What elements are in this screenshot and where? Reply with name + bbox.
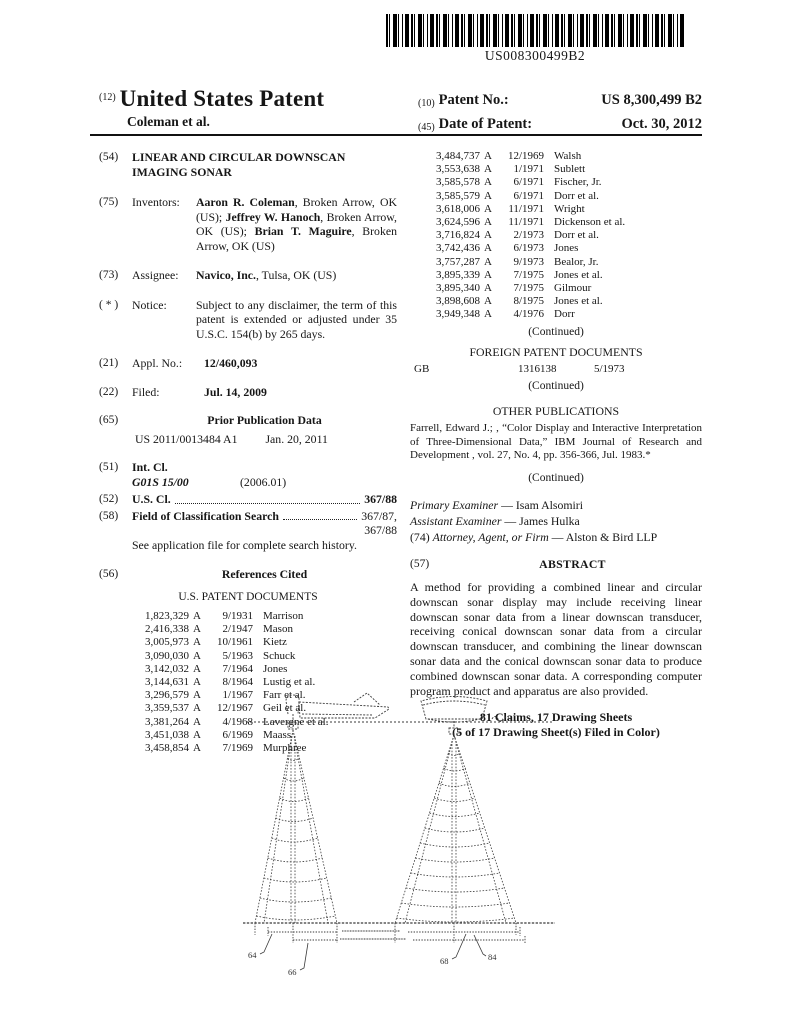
field-22-number: (22) <box>99 385 119 398</box>
sonar-beam-drawing <box>238 688 560 994</box>
inventor-location: , Broken Arrow, OK (US); <box>196 195 397 224</box>
patent-date: 4/1968 <box>222 715 253 728</box>
patent-number: 3,624,596 <box>436 216 480 229</box>
patent-authors: Coleman et al. <box>127 114 210 129</box>
table-row <box>125 663 397 676</box>
field-of-search-value2: 367/88 <box>364 523 397 537</box>
patent-date: 6/1971 <box>513 176 544 189</box>
kind-code: A <box>193 702 201 715</box>
patentee-name: Geil et al. <box>263 702 307 715</box>
kind-code: A <box>484 242 492 255</box>
kind-code: A <box>193 623 201 636</box>
patentee-name: Dorr et al. <box>554 189 599 202</box>
continued-note: (Continued) <box>528 471 584 484</box>
field-57-number: (57) <box>410 558 430 571</box>
notice-text: Subject to any disclaimer, the term of this patent is extended or adjusted under 35 U.S.C. 154(b) by 265 days. <box>196 297 397 341</box>
inventors-label: Inventors: <box>132 195 180 209</box>
boat-front-view-icon <box>421 697 510 735</box>
table-row <box>125 650 397 663</box>
table-row <box>416 216 702 229</box>
filed-value: Jul. 14, 2009 <box>204 384 267 399</box>
kind-code: A <box>484 163 492 176</box>
patent-date: 4/1976 <box>513 308 544 321</box>
kind-code: A <box>193 689 201 702</box>
primary-examiner-line <box>410 497 702 513</box>
appl-no-label: Appl. No.: <box>132 356 183 370</box>
patent-number: 3,895,340 <box>436 282 480 295</box>
patent-number: 3,716,824 <box>436 229 480 242</box>
assignee-name: Navico, Inc. <box>196 268 256 282</box>
assistant-examiner-name: — James Hulka <box>501 514 580 529</box>
patentee-name: Lavergne et al. <box>263 715 329 728</box>
table-row <box>416 163 702 176</box>
kind-code: A <box>193 662 201 675</box>
foreign-patent-documents-heading: FOREIGN PATENT DOCUMENTS <box>469 345 643 360</box>
patent-date: 12/1969 <box>507 150 544 162</box>
foreign-number: 1316138 <box>518 362 557 375</box>
field-21-number: (21) <box>99 357 119 369</box>
abstract-heading-row <box>410 557 702 572</box>
patentee-name: Jones <box>263 662 288 675</box>
sonar-beam-figure <box>238 688 560 994</box>
notice-label: Notice: <box>132 297 167 312</box>
table-row <box>125 610 397 623</box>
patent-date: 2/1973 <box>513 229 544 242</box>
table-row <box>416 176 702 189</box>
patent-number-value: US 8,300,499 B2 <box>601 92 702 108</box>
kind-code: A <box>193 728 201 741</box>
patentee-name: Gilmour <box>554 282 592 295</box>
inventors-value <box>196 195 397 253</box>
patentee-name: Dickenson et al. <box>554 216 626 229</box>
patent-date: 11/1971 <box>508 202 544 215</box>
us-patent-table-continued <box>410 150 702 322</box>
inventor-name: Aaron R. Coleman <box>196 195 295 209</box>
field-56-number: (56) <box>99 568 119 580</box>
date-label: Date of Patent: <box>438 116 533 132</box>
foreign-country: GB <box>414 362 430 375</box>
kind-code: A <box>193 676 201 689</box>
attorney-label: Attorney, Agent, or Firm <box>432 530 549 545</box>
search-history-note: See application file for complete search history. <box>132 537 357 552</box>
field-65-number: (65) <box>99 414 119 426</box>
int-cl-year: (2006.01) <box>240 474 287 489</box>
field-58-number: (58) <box>99 509 119 522</box>
patent-number: 3,144,631 <box>145 676 189 689</box>
kind-code: A <box>193 636 201 649</box>
patentee-name: Kietz <box>263 636 287 649</box>
patent-date: 9/1973 <box>513 255 544 268</box>
patentee-name: Jones et al. <box>554 268 603 281</box>
figure-label-66: 66 <box>288 967 297 977</box>
patent-number: 3,949,348 <box>436 308 480 321</box>
patent-date: 7/1975 <box>513 268 544 281</box>
patentee-name: Mason <box>263 623 293 636</box>
dot-leader <box>283 509 357 521</box>
us-cl-label: U.S. Cl. <box>132 492 171 506</box>
kind-code: A <box>484 282 492 295</box>
bottom-return-bands <box>255 923 525 943</box>
patent-date: 6/1971 <box>513 189 544 202</box>
conical-downscan-beam <box>395 735 516 923</box>
inventor-location: , Broken Arrow, OK (US) <box>196 224 397 253</box>
other-publication-citation: Farrell, Edward J.; , “Color Display and Interactive Interpretation of Three-Dimensional Data,” IBM Journal of Research and Development , vol. 27, No. 4, pp. 356-366, Jul. 1983.* <box>410 422 702 462</box>
table-row <box>416 256 702 269</box>
patent-date: 1/1971 <box>513 163 544 176</box>
figure-label-84: 84 <box>488 952 497 962</box>
patent-number: 3,757,287 <box>436 255 480 268</box>
us-cl-value: 367/88 <box>364 492 397 506</box>
patent-date: 8/1975 <box>513 295 544 308</box>
patentee-name: Dorr <box>554 308 575 321</box>
patent-number: 3,090,030 <box>145 649 189 662</box>
patent-number: 3,005,973 <box>145 636 189 649</box>
patent-date: 7/1975 <box>513 282 544 295</box>
field-52-number: (52) <box>99 493 119 505</box>
kind-code-number: (12) <box>99 92 116 103</box>
attorney-name: — Alston & Bird LLP <box>548 530 658 545</box>
patentee-name: Fischer, Jr. <box>554 176 602 189</box>
left-column <box>99 150 397 755</box>
patent-date: 8/1964 <box>222 676 253 689</box>
patent-number: 3,895,339 <box>436 268 480 281</box>
patent-number: 3,898,608 <box>436 295 480 308</box>
us-patent-documents-heading: U.S. PATENT DOCUMENTS <box>178 590 318 603</box>
prior-publication-number: US 2011/0013484 A1 <box>135 431 238 446</box>
kind-code: A <box>484 176 492 189</box>
claims-line2: (5 of 17 Drawing Sheet(s) Filed in Color) <box>452 725 660 740</box>
patent-date: 9/1931 <box>222 610 253 622</box>
field-74-number: (74) <box>410 530 430 545</box>
micro-text-strip <box>340 931 406 939</box>
table-row <box>416 190 702 203</box>
patent-number: 3,484,737 <box>436 150 480 162</box>
kind-code: A <box>484 150 492 162</box>
claims-line1: 81 Claims, 17 Drawing Sheets <box>479 710 633 725</box>
boat-side-view-icon <box>286 693 389 729</box>
table-row <box>416 229 702 242</box>
field-54-number: (54) <box>99 151 119 163</box>
filed-label: Filed: <box>132 384 160 399</box>
kind-code: A <box>484 216 492 229</box>
table-row <box>416 242 702 255</box>
foreign-patent-row <box>410 362 702 377</box>
kind-code: A <box>484 295 492 308</box>
table-row <box>416 150 702 163</box>
prior-publication-date: Jan. 20, 2011 <box>265 431 328 446</box>
inventor-name: Jeffrey W. Hanoch <box>225 209 321 224</box>
patentee-name: Wright <box>554 202 585 215</box>
table-row <box>125 636 397 649</box>
field-of-search-value1: 367/87, <box>361 508 397 523</box>
kind-code: A <box>484 255 492 268</box>
inventor-name: Brian T. Maguire <box>254 224 352 238</box>
patent-date: 11/1971 <box>508 216 544 229</box>
foreign-date: 5/1973 <box>594 362 625 375</box>
patent-number: 1,823,329 <box>145 610 189 622</box>
patent-number: 3,451,038 <box>145 728 189 741</box>
patentee-name: Bealor, Jr. <box>554 255 599 268</box>
patent-number: 3,585,578 <box>436 176 480 189</box>
patent-number: 3,742,436 <box>436 242 480 255</box>
kind-code: A <box>484 202 492 215</box>
references-cited-heading: References Cited <box>221 567 308 581</box>
field-of-search-label: Field of Classification Search <box>132 508 279 523</box>
kind-code: A <box>484 189 492 202</box>
table-row <box>416 282 702 295</box>
patent-number: 3,142,032 <box>145 662 189 675</box>
patentee-name: Dorr et al. <box>554 229 599 242</box>
patent-date: 1/1967 <box>222 689 253 702</box>
assistant-examiner-line <box>410 513 702 529</box>
kind-code: A <box>193 715 201 728</box>
table-row <box>416 203 702 216</box>
header-divider <box>90 134 702 136</box>
examiner-block <box>410 497 702 545</box>
patentee-name: Farr et al. <box>263 689 306 702</box>
patent-number: 3,553,638 <box>436 163 480 176</box>
kind-code: A <box>193 610 201 622</box>
header-right <box>418 90 702 138</box>
invention-title: LINEAR AND CIRCULAR DOWNSCAN IMAGING SONAR <box>132 150 346 179</box>
field-75-number: (75) <box>99 196 119 208</box>
continued-note: (Continued) <box>528 380 584 393</box>
barcode-text: US008300499B2 <box>484 48 586 63</box>
dot-leader <box>175 492 361 504</box>
primary-examiner-label: Primary Examiner <box>410 498 499 513</box>
patent-date: 7/1969 <box>222 742 253 755</box>
patent-no-field-number: (10) <box>418 98 435 109</box>
right-column <box>410 150 702 740</box>
kind-code: A <box>193 742 201 755</box>
patent-number: 3,458,854 <box>145 742 189 755</box>
patentee-name: Schuck <box>263 649 296 662</box>
figure-label-64: 64 <box>248 950 257 960</box>
patent-date: 7/1964 <box>222 662 253 675</box>
reference-leader-lines <box>260 934 486 970</box>
table-row <box>416 308 702 321</box>
patent-number: 3,359,537 <box>145 702 189 715</box>
patent-date: 10/1961 <box>216 636 253 649</box>
table-row <box>416 269 702 282</box>
patent-number: 3,618,006 <box>436 202 480 215</box>
patentee-name: Walsh <box>554 150 582 162</box>
patentee-name: Lustig et al. <box>263 676 316 689</box>
continued-note: (Continued) <box>528 325 584 338</box>
patentee-name: Sublett <box>554 163 586 176</box>
patent-date: 12/1967 <box>216 702 253 715</box>
patentee-name: Jones <box>554 242 579 255</box>
patent-date: 5/1963 <box>222 649 253 662</box>
patent-date: 6/1969 <box>222 728 253 741</box>
other-publications-heading: OTHER PUBLICATIONS <box>492 403 620 418</box>
patent-number: 3,585,579 <box>436 189 480 202</box>
figure-label-68: 68 <box>440 956 449 966</box>
kind-code: A <box>484 229 492 242</box>
patent-number: 3,381,264 <box>145 715 189 728</box>
patent-number: 3,296,579 <box>145 689 189 702</box>
int-cl-label: Int. Cl. <box>132 460 168 474</box>
header-left <box>99 86 399 130</box>
kind-code: A <box>484 308 492 321</box>
assignee-label: Assignee: <box>132 268 179 282</box>
patentee-name: Marrison <box>263 610 304 622</box>
attorney-line <box>410 529 702 545</box>
patent-no-label: Patent No.: <box>438 92 509 108</box>
notice-asterisk: ( * ) <box>99 298 119 311</box>
primary-examiner-name: — Isam Alsomiri <box>498 498 584 513</box>
table-row <box>416 295 702 308</box>
assignee-location: , Tulsa, OK (US) <box>255 268 337 282</box>
inventor-location: , Broken Arrow, OK (US); <box>196 209 398 238</box>
prior-publication-heading: Prior Publication Data <box>207 413 322 427</box>
patentee-name: Maass <box>263 728 292 741</box>
patent-number: 2,416,338 <box>145 623 189 636</box>
patent-date: 2/1947 <box>222 623 253 636</box>
linear-downscan-beam <box>255 730 337 923</box>
assistant-examiner-label: Assistant Examiner <box>410 514 502 529</box>
abstract-heading: ABSTRACT <box>539 557 606 572</box>
barcode <box>386 14 684 47</box>
page-title: United States Patent <box>119 86 325 111</box>
abstract-text: A method for providing a combined linear and circular downscan sonar display may include receiving linear downscan sonar data from a linear downscan transducer, receiving conical downscan sonar data from a circular downscan transducer, and combining the linear downscan sonar data and the conical downscan sonar data to produce combined downscan sonar data. A corresponding computer program product and apparatus are also provided. <box>410 579 702 698</box>
kind-code: A <box>193 649 201 662</box>
appl-no-value: 12/460,093 <box>204 356 258 370</box>
assignee-value <box>196 268 397 283</box>
kind-code: A <box>484 268 492 281</box>
patent-date-value: Oct. 30, 2012 <box>621 116 702 132</box>
patent-date: 6/1973 <box>513 242 544 255</box>
field-51-number: (51) <box>99 461 119 473</box>
int-cl-class: G01S 15/00 <box>132 474 189 489</box>
date-field-number: (45) <box>418 122 435 133</box>
patentee-name: Murphree <box>263 742 307 755</box>
table-row <box>125 623 397 636</box>
field-73-number: (73) <box>99 269 119 281</box>
patentee-name: Jones et al. <box>554 295 603 308</box>
